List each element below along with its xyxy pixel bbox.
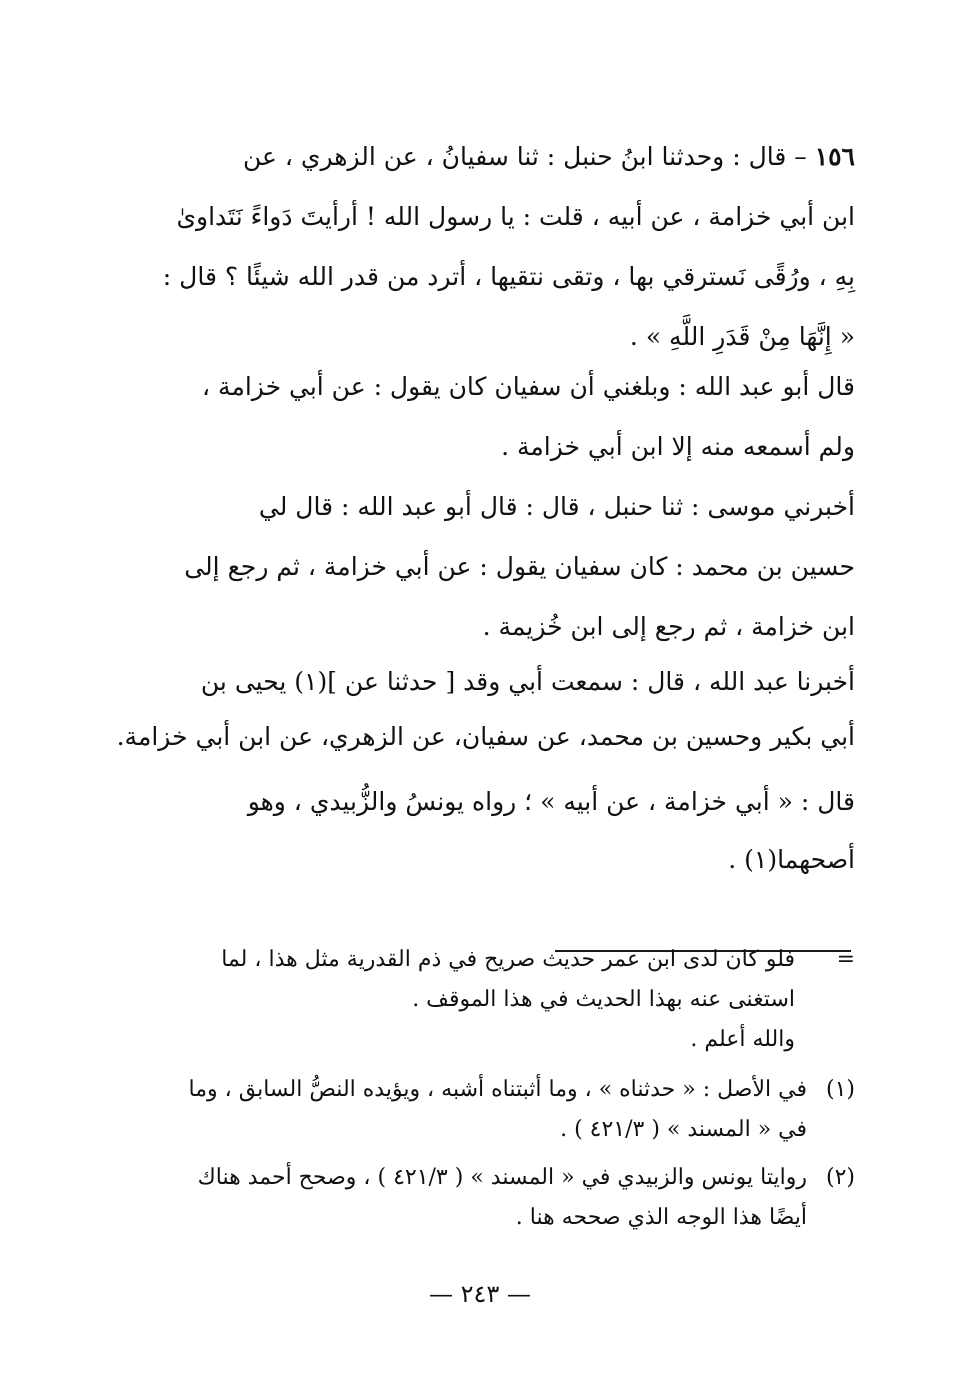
text-line: ابن خزامة ، ثم رجع إلى ابن خُزيمة . [482,612,855,641]
footnote-line: في « المسند » ( ٤٢١/٣ ) . [560,1117,807,1142]
footnote-marker: (٢) [825,1165,855,1190]
footnote-marker: (١) [825,1077,855,1102]
text-line: قال أبو عبد الله : وبلغني أن سفيان كان يقول : عن أبي خزامة ، [202,372,855,401]
text-line-content: – قال : وحدثنا ابنُ حنبل : ثنا سفيانُ ، عن الزهري ، عن [243,142,807,171]
text-line: قال : « أبي خزامة ، عن أبيه » ؛ رواه يونسُ والزُّبيدي ، وهو [247,787,855,816]
footnote-line: استغنى عنه بهذا الحديث في هذا الموقف . [412,987,795,1012]
hadith-paragraph [115,140,855,380]
footnote-line: في الأصل : « حدثناه » ، وما أثبتناه أشبه ، ويؤيده النصُّ السابق ، وما [188,1077,807,1102]
text-line: أخبرني موسى : ثنا حنبل ، قال : قال أبو عبد الله : قال لي [258,492,855,521]
text-paragraph [115,370,855,490]
continuation-marker: = [836,947,855,972]
text-line: حسين بن محمد : كان سفيان يقول : عن أبي خزامة ، ثم رجع إلى [184,552,855,581]
text-line: بِهِ ، ورُقًى نَسترقي بها ، وتقى نتقيها ، أترد من قدر الله شيئًا ؟ قال : [162,262,855,291]
text-paragraph [115,665,855,785]
text-line: أبي بكير وحسين بن محمد، عن سفيان، عن الزهري، عن ابن أبي خزامة. [116,722,855,751]
footnote-line: والله أعلم . [690,1027,795,1052]
text-line: « إِنَّهَا مِنْ قَدَرِ اللَّهِ » . [629,322,855,351]
text-line: أصحهما(١) . [728,845,855,874]
text-line: ابن أبي خزامة ، عن أبيه ، قلت : يا رسول الله ! أرأيتَ دَواءً نَتَداوىٰ [176,202,855,231]
text-line: أخبرنا عبد الله ، قال : سمعت أبي وقد [ حدثنا عن ](١) يحيى بن [200,667,855,696]
footnote-line: أيضًا هذا الوجه الذي صححه هنا . [515,1205,807,1230]
hadith-number: ١٥٦ [814,142,855,171]
text-paragraph [115,490,855,670]
footnote-line: فلو كان لدى ابن عمر حديث صريح في ذم القدرية مثل هذا ، لما [221,947,795,972]
text-paragraph [115,785,855,905]
text-line [243,140,855,174]
page-number: — ٢٤٣ — [429,1280,531,1308]
text-line: ولم أسمعه منه إلا ابن أبي خزامة . [501,432,855,461]
footnotes [115,945,855,1255]
footnote-line: روايتا يونس والزبيدي في « المسند » ( ٤٢١/٣ ) ، وصحح أحمد هناك [197,1165,807,1190]
